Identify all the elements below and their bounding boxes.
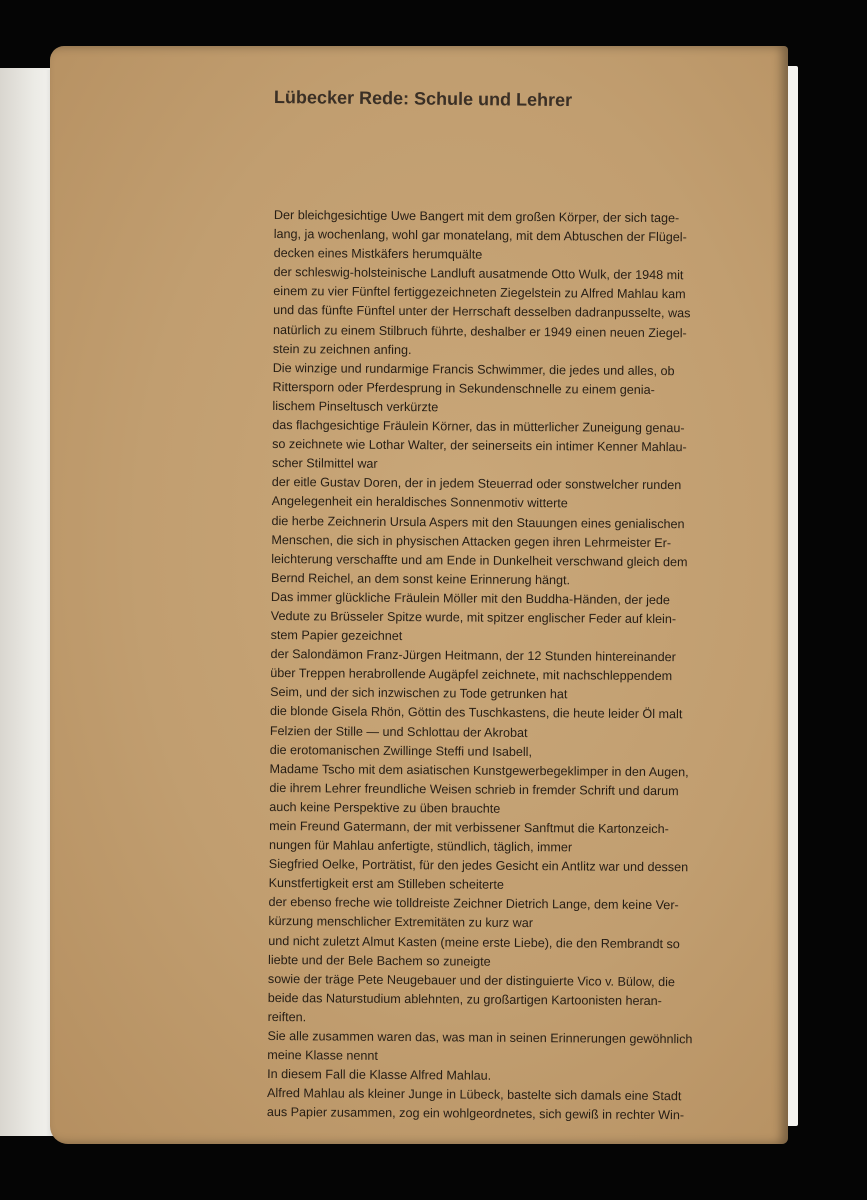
text-line: Alfred Mahlau als kleiner Junge in Lübeck, bastelte sich damals eine Stadt bbox=[266, 1086, 682, 1104]
text-line: Siegfried Oelke, Porträtist, für den jedes Gesicht ein Antlitz war und dessen bbox=[268, 857, 689, 875]
text-line: Bernd Reichel, an dem sonst keine Erinnerung hängt. bbox=[271, 570, 571, 588]
book-page bbox=[50, 46, 788, 1144]
text-line: aus Papier zusammen, zog ein wohlgeordnetes, sich gewiß in rechter Win- bbox=[266, 1105, 685, 1123]
text-line: beide das Naturstudium ablehnten, zu großartigen Kartoonisten heran- bbox=[267, 990, 662, 1008]
text-line: Menschen, die sich in physischen Attacken gegen ihren Lehrmeister Er- bbox=[271, 532, 672, 550]
text-line: und nicht zuletzt Almut Kasten (meine erste Liebe), die den Rembrandt so bbox=[268, 933, 680, 951]
text-line: nungen für Mahlau anfertigte, stündlich, täglich, immer bbox=[268, 838, 573, 855]
text-line: das flachgesichtige Fräulein Körner, das in mütterlicher Zuneigung genau- bbox=[272, 418, 685, 436]
text-line: sowie der träge Pete Neugebauer und der distinguierte Vico v. Bülow, die bbox=[267, 971, 675, 989]
text-line: Rittersporn oder Pferdesprung in Sekundenschnelle zu einem genia- bbox=[272, 379, 655, 397]
text-line: Der bleichgesichtige Uwe Bangert mit dem großen Körper, der sich tage- bbox=[273, 207, 680, 226]
text-line: decken eines Mistkäfers herumquälte bbox=[273, 246, 483, 262]
text-line: Angelegenheit ein heraldisches Sonnenmotiv witterte bbox=[271, 494, 568, 511]
text-line: die herbe Zeichnerin Ursula Aspers mit den Stauungen eines genialischen bbox=[271, 513, 685, 531]
text-line: die erotomanischen Zwillinge Steffi und Isabell, bbox=[269, 742, 533, 759]
text-line: mein Freund Gatermann, der mit verbissener Sanftmut die Kartonzeich- bbox=[269, 818, 669, 837]
text-line: stem Papier gezeichnet bbox=[270, 628, 403, 644]
text-line: und das fünfte Fünftel unter der Herrschaft desselben dadranpusselte, was bbox=[273, 303, 691, 321]
text-line: Madame Tscho mit dem asiatischen Kunstgewerbegeklimper in den Augen, bbox=[269, 761, 689, 779]
text-line: die ihrem Lehrer freundliche Weisen schrieb in fremder Schrift und darum bbox=[269, 780, 679, 799]
text-line: auch keine Perspektive zu üben brauchte bbox=[269, 799, 501, 816]
text-line: über Treppen herabrollende Augäpfel zeichnete, mit nachschleppendem bbox=[270, 666, 673, 684]
text-line: der Salondämon Franz-Jürgen Heitmann, der 12 Stunden hintereinander bbox=[270, 647, 676, 665]
text-line: Kunstfertigkeit erst am Stilleben scheiterte bbox=[268, 876, 504, 893]
page-title: Lübecker Rede: Schule und Lehrer bbox=[273, 87, 573, 111]
text-line: so zeichnete wie Lothar Walter, der seinerseits ein intimer Kenner Mahlau- bbox=[272, 437, 687, 455]
text-line: lischem Pinseltusch verkürzte bbox=[272, 398, 439, 415]
text-line: stein zu zeichnen anfing. bbox=[272, 341, 412, 357]
text-line: die blonde Gisela Rhön, Göttin des Tuschkastens, die heute leider Öl malt bbox=[269, 704, 683, 722]
text-line: der eitle Gustav Doren, der in jedem Steuerrad oder sonstwelcher runden bbox=[271, 475, 682, 493]
text-line: leichterung verschaffte und am Ende in Dunkelheit verschwand gleich dem bbox=[271, 551, 688, 569]
text-line: der ebenso freche wie tolldreiste Zeichner Dietrich Lange, dem keine Ver- bbox=[268, 895, 679, 913]
text-line: reiften. bbox=[267, 1009, 307, 1025]
text-line: kürzung menschlicher Extremitäten zu kurz war bbox=[268, 914, 534, 931]
text-line: natürlich zu einem Stilbruch führte, deshalber er 1949 einen neuen Ziegel- bbox=[272, 322, 687, 340]
body-text bbox=[267, 206, 752, 1126]
text-line: liebte und der Bele Bachem so zuneigte bbox=[268, 952, 491, 969]
text-line: Das immer glückliche Fräulein Möller mit den Buddha-Händen, der jede bbox=[270, 589, 670, 607]
text-line: Vedute zu Brüsseler Spitze wurde, mit spitzer englischer Feder auf klein- bbox=[270, 608, 677, 627]
text-line: Felzien der Stille — und Schlottau der Akrobat bbox=[269, 723, 528, 740]
text-line: einem zu vier Fünftel fertiggezeichneten Ziegelstein zu Alfred Mahlau kam bbox=[273, 284, 686, 302]
text-line: scher Stilmittel war bbox=[271, 456, 378, 472]
text-line: der schleswig-holsteinische Landluft ausatmende Otto Wulk, der 1948 mit bbox=[273, 265, 684, 283]
text-line: In diesem Fall die Klasse Alfred Mahlau. bbox=[267, 1067, 492, 1083]
text-line: Sie alle zusammen waren das, was man in seinen Erinnerungen gewöhnlich bbox=[267, 1029, 693, 1047]
text-line: lang, ja wochenlang, wohl gar monatelang, mit dem Abtuschen der Flügel- bbox=[273, 227, 687, 245]
text-line: Seim, und der sich inzwischen zu Tode getrunken hat bbox=[270, 685, 568, 702]
text-line: meine Klasse nennt bbox=[267, 1048, 379, 1063]
text-line: Die winzige und rundarmige Francis Schwimmer, die jedes und alles, ob bbox=[272, 360, 675, 378]
